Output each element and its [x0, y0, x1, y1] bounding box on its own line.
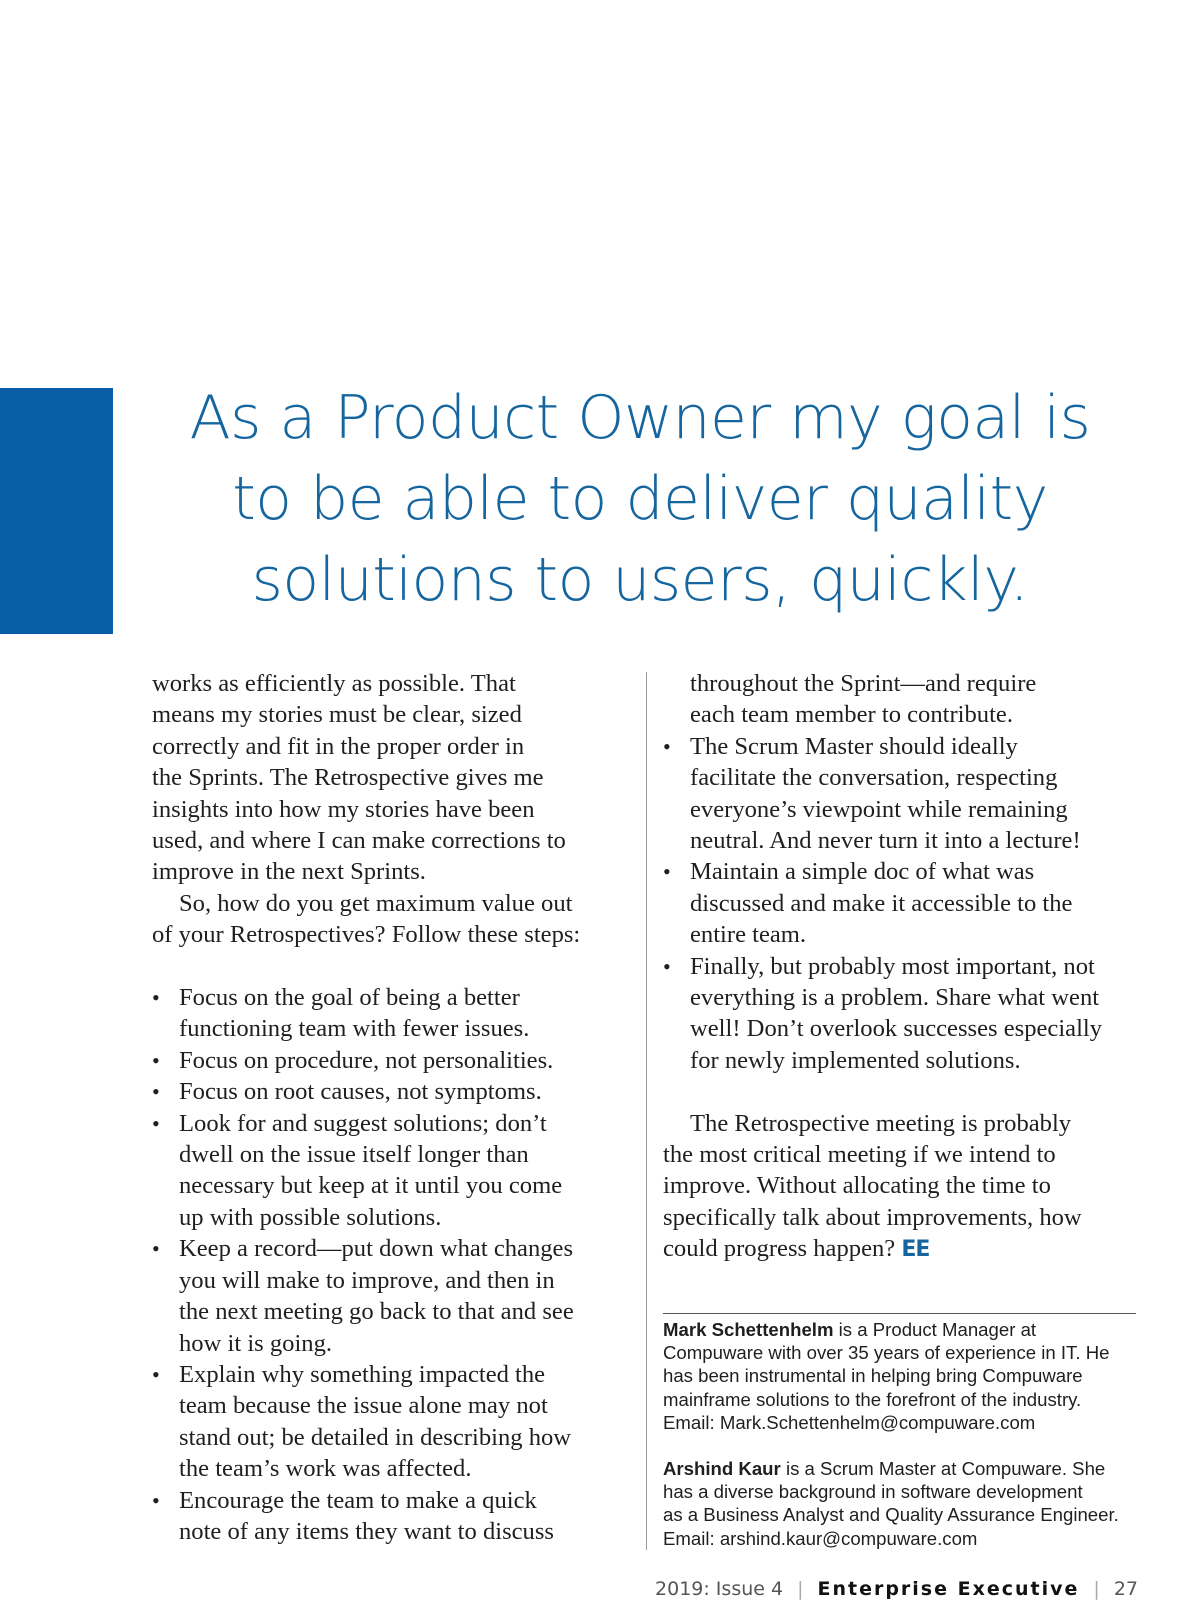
- steps-list: [152, 982, 630, 1547]
- text-line: [663, 1233, 1143, 1265]
- list-item: • Focus on procedure, not personalities.: [152, 1045, 630, 1076]
- author-bio: [663, 1318, 1138, 1434]
- text-line: improve in the next Sprints.: [152, 858, 426, 886]
- column-divider: [646, 672, 647, 1550]
- list-item: • Focus on root causes, not symptoms.: [152, 1076, 630, 1107]
- list-item-continuation: throughout the Sprint—and require each team member to contribute.: [690, 670, 1037, 729]
- list-item: • Focus on the goal of being a better functioning team with fewer issues.: [152, 982, 630, 1045]
- list-item: • Look for and suggest solutions; don’t dwell on the issue itself longer than necessary but keep at it until you come up with possible solutions.: [152, 1108, 630, 1234]
- accent-bar: [0, 388, 113, 634]
- pull-quote-line: As a Product Owner my goal is: [189, 383, 1091, 453]
- end-mark: EE: [901, 1237, 930, 1263]
- page-footer: 2019: Issue 4 | Enterprise Executive | 27: [655, 1578, 1138, 1600]
- text-line: correctly and fit in the proper order in: [152, 732, 525, 760]
- text-line: The Retrospective meeting is probably: [690, 1109, 1072, 1137]
- list-item: • Finally, but probably most important, not everything is a problem. Share what went well! Don’t overlook successes especially for newly implemented solutions.: [663, 951, 1143, 1077]
- pull-quote-line: solutions to users, quickly.: [251, 545, 1029, 615]
- text-line: works as efficiently as possible. That: [152, 670, 516, 697]
- list-item: • Maintain a simple doc of what was discussed and make it accessible to the entire team.: [663, 856, 1143, 950]
- text-line: insights into how my stories have been: [152, 795, 535, 823]
- author-description: is a Scrum Master at Compuware. She has a diverse background in software development as a Business Analyst and Quality Assurance Engineer. Email: arshind.kaur@compuware.com: [663, 1458, 1119, 1549]
- left-column: [152, 668, 630, 1547]
- bio-divider: [663, 1313, 1136, 1314]
- pull-quote-line: to be able to deliver quality: [232, 464, 1048, 534]
- text-line: of your Retrospectives? Follow these steps:: [152, 921, 581, 949]
- pull-quote: [180, 378, 1100, 621]
- author-bios: [663, 1318, 1138, 1550]
- text-line: means my stories must be clear, sized: [152, 701, 522, 729]
- page-number: 27: [1113, 1578, 1138, 1600]
- list-item: • Explain why something impacted the team because the issue alone may not stand out; be detailed in describing how the team’s work was affected.: [152, 1359, 630, 1485]
- list-item: • Keep a record—put down what changes you will make to improve, and then in the next meeting go back to that and see how it is going.: [152, 1233, 630, 1359]
- closing-last-line: could progress happen?: [663, 1235, 896, 1263]
- author-description: is a Product Manager at Compuware with over 35 years of experience in IT. He has been instrumental in helping bring Compuware mainframe solutions to the forefront of the industry. Email: Mark.Schettenhelm@compuware.com: [663, 1319, 1110, 1433]
- steps-list-continued: [663, 731, 1143, 1076]
- author-name: Arshind Kaur: [663, 1458, 781, 1480]
- text-line: So, how do you get maximum value out: [179, 889, 573, 917]
- text-line: improve. Without allocating the time to: [663, 1172, 1051, 1200]
- author-bio: [663, 1457, 1138, 1550]
- author-name: Mark Schettenhelm: [663, 1319, 834, 1340]
- issue-label: 2019: Issue 4: [655, 1578, 784, 1600]
- text-line: the Sprints. The Retrospective gives me: [152, 764, 544, 792]
- magazine-name: Enterprise Executive: [817, 1578, 1080, 1600]
- list-item: • Encourage the team to make a quick note of any items they want to discuss: [152, 1485, 630, 1548]
- text-line: specifically talk about improvements, how: [663, 1203, 1082, 1231]
- right-column: [663, 668, 1143, 1266]
- list-item: • The Scrum Master should ideally facilitate the conversation, respecting everyone’s viewpoint while remaining neutral. And never turn it into a lecture!: [663, 731, 1143, 857]
- text-line: the most critical meeting if we intend to: [663, 1141, 1056, 1169]
- text-line: used, and where I can make corrections to: [152, 827, 566, 855]
